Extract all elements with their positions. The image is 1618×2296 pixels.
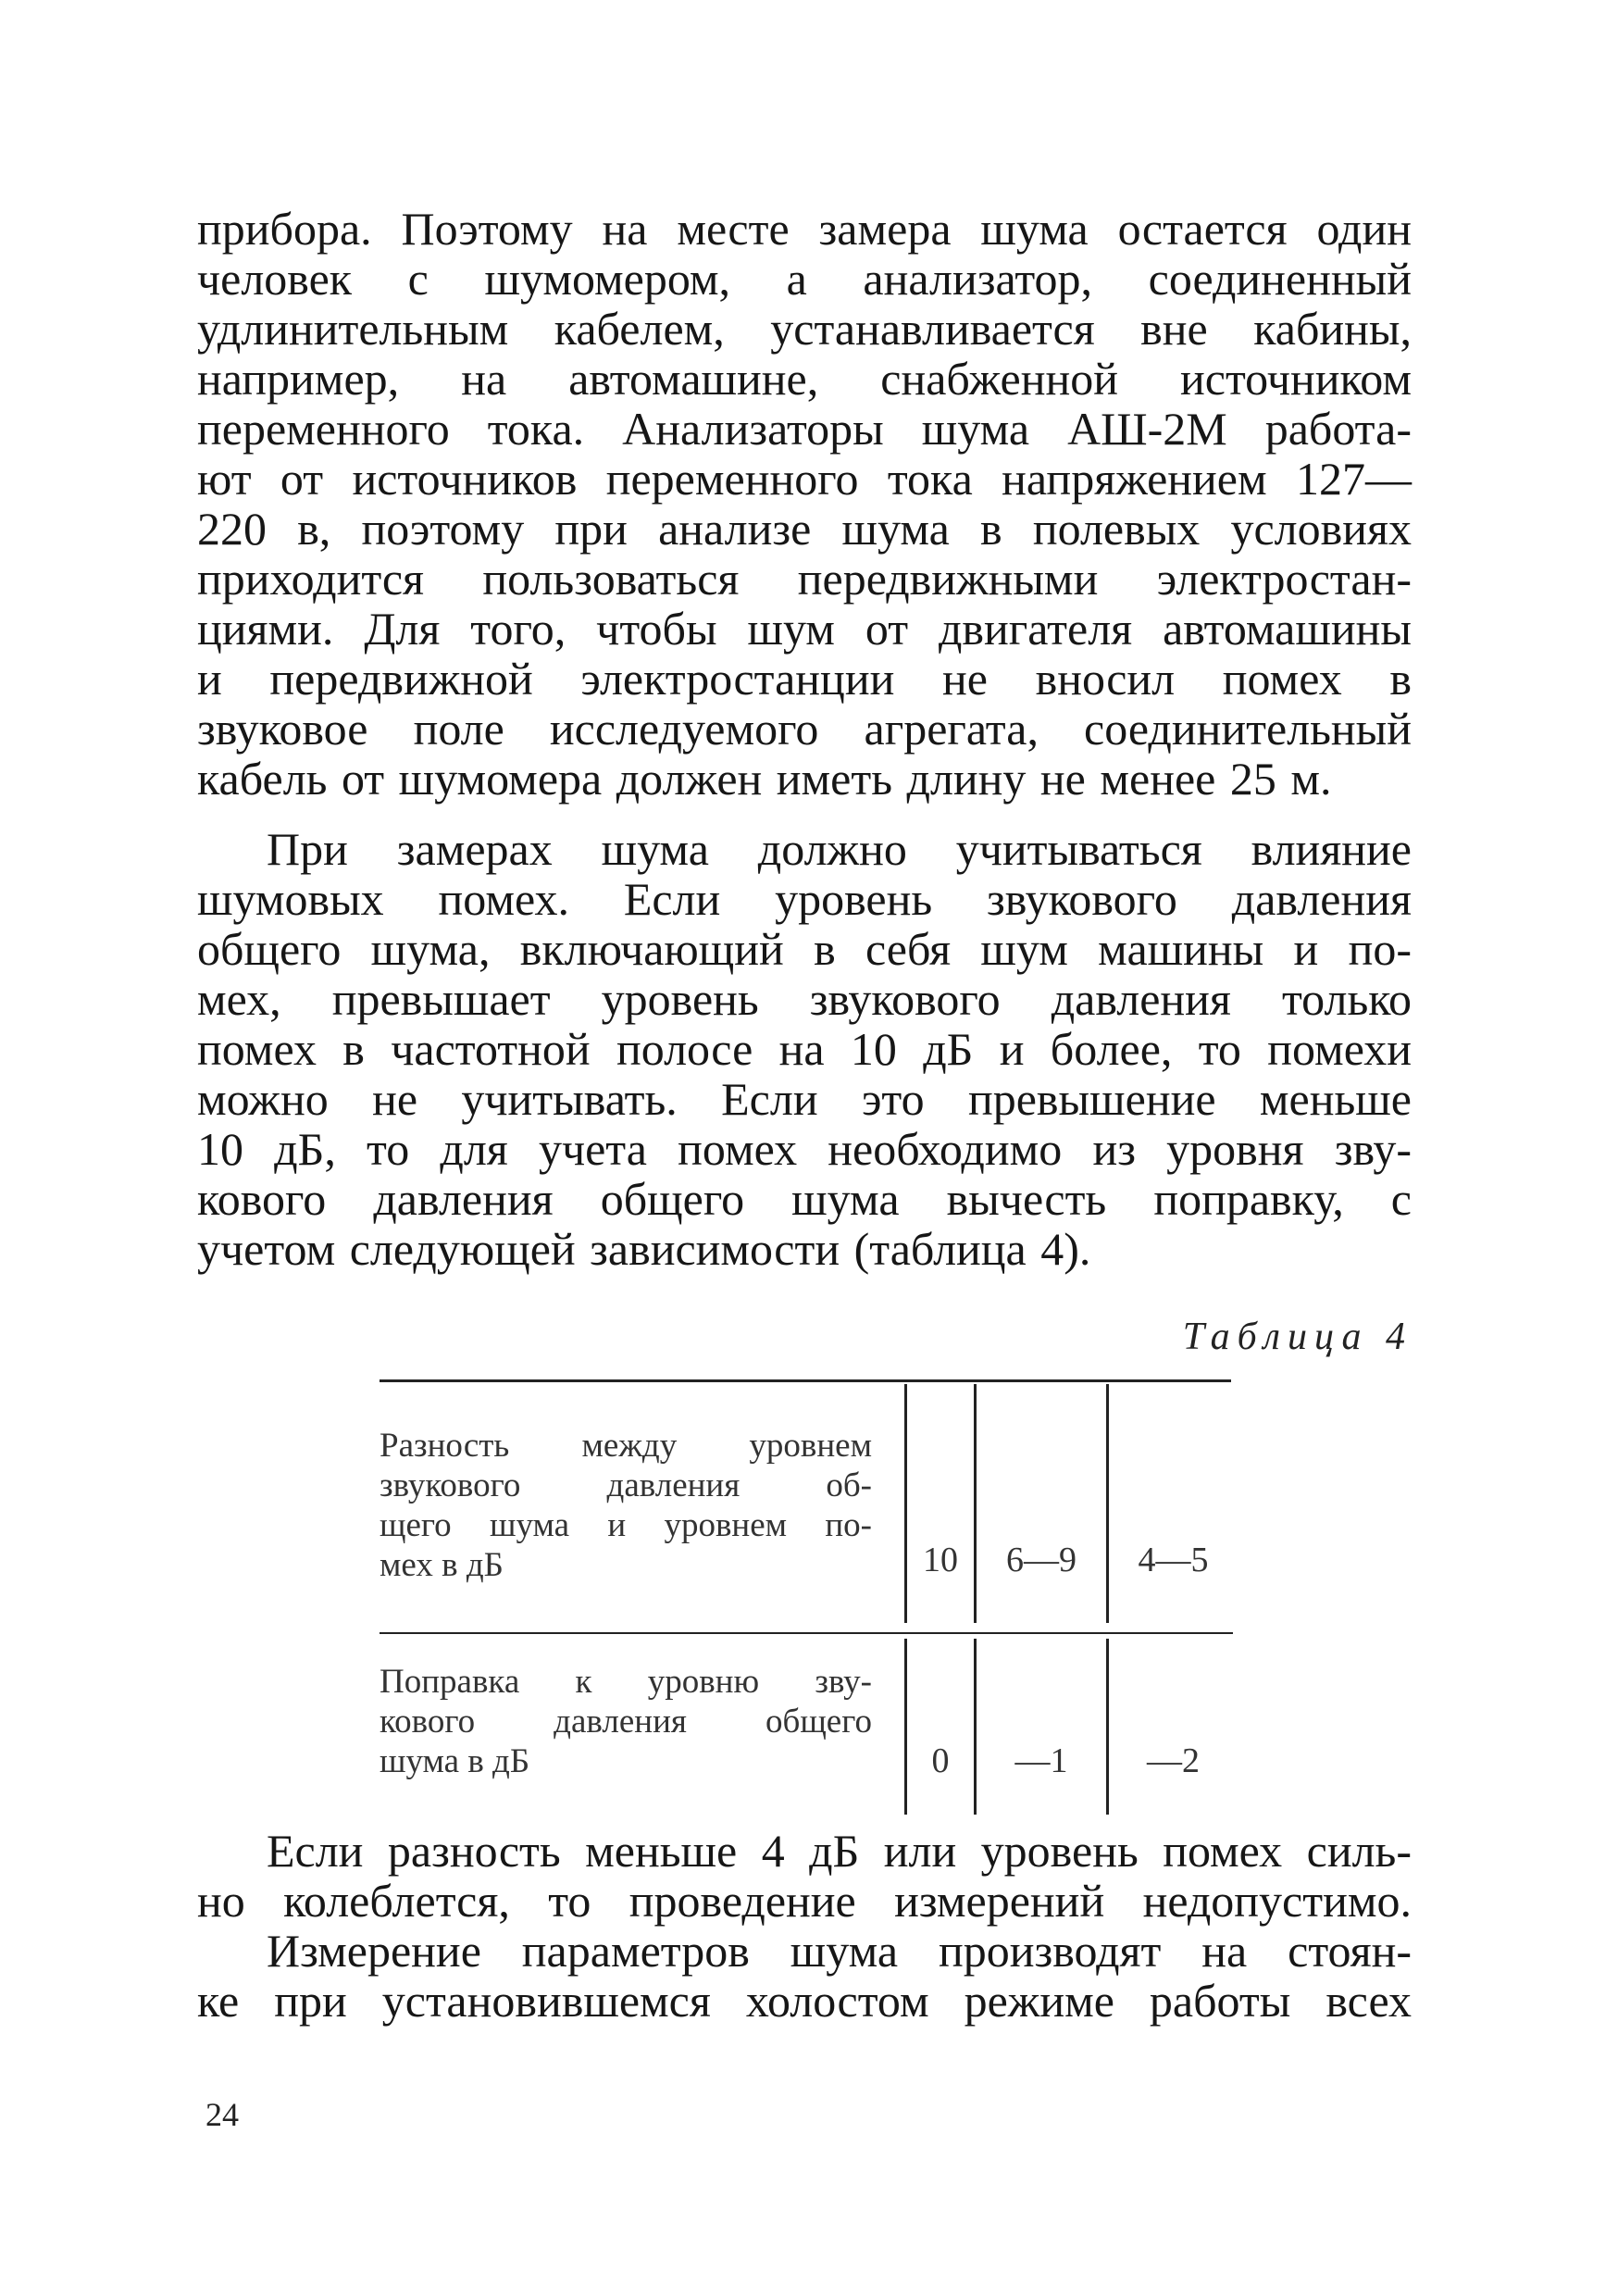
table-cell: 6—9 [1006, 1541, 1077, 1579]
table-cell: 10 [923, 1541, 958, 1579]
text-line: приходится пользоваться передвижными электростан- [197, 553, 1412, 605]
table-col-divider [904, 1639, 907, 1815]
text-line: учетом следующей зависимости (таблица 4). [197, 1223, 1091, 1275]
table-cell: —1 [1014, 1741, 1068, 1780]
paragraph-2 [197, 824, 1412, 1274]
paragraph-3 [197, 1826, 1412, 1926]
table-cell: 0 [931, 1741, 950, 1780]
text-line: но колеблется, то проведение измерений недопустимо. [197, 1875, 1412, 1927]
table-cell: 4—5 [1138, 1541, 1209, 1579]
table-col-divider [974, 1384, 977, 1623]
text-line: мех, превышает уровень звукового давления только [197, 973, 1412, 1025]
text-line: и передвижной электростанции не вносил помех в [197, 653, 1412, 705]
paragraph-1 [197, 204, 1412, 804]
text-line: Если разность меньше 4 дБ или уровень помех силь- [267, 1825, 1412, 1877]
text-line: удлинительным кабелем, устанавливается вне кабины, [197, 303, 1412, 355]
text-line: ке при установившемся холостом режиме работы всех [197, 1975, 1412, 2027]
text-line: кабель от шумомера должен иметь длину не менее 25 м. [197, 753, 1332, 805]
paragraph-4 [197, 1926, 1412, 2026]
table-label-line: кового давления общего [380, 1703, 872, 1741]
text-line: прибора. Поэтому на месте замера шума остается один [197, 203, 1412, 255]
text-line: помех в частотной полосе на 10 дБ и более, то помехи [197, 1023, 1412, 1075]
text-line: При замерах шума должно учитываться влияние [267, 823, 1412, 875]
table-label-line: Поправка к уровню зву- [380, 1663, 872, 1701]
text-line: звуковое поле исследуемого агрегата, соединительный [197, 703, 1412, 755]
table-top-rule [380, 1379, 1231, 1382]
table-col-divider [1106, 1639, 1109, 1815]
table-cell: —2 [1147, 1741, 1200, 1780]
text-line: общего шума, включающий в себя шум машины и по- [197, 923, 1412, 975]
text-line: переменного тока. Анализаторы шума АШ-2М работа- [197, 403, 1412, 455]
table-caption: Таблица 4 [1182, 1316, 1413, 1358]
table-label-line: мех в дБ [380, 1546, 504, 1584]
text-line: например, на автомашине, снабженной источником [197, 353, 1412, 405]
text-line: кового давления общего шума вычесть поправку, с [197, 1173, 1412, 1225]
text-line: шумовых помех. Если уровень звукового давления [197, 873, 1412, 925]
page-number: 24 [205, 2096, 239, 2133]
table-col-divider [974, 1639, 977, 1815]
table-label-line: шума в дБ [380, 1742, 530, 1780]
table-label-line: Разность между уровнем [380, 1427, 872, 1465]
table-row-1-label [380, 1426, 872, 1585]
table-label-line: щего шума и уровнем по- [380, 1506, 872, 1544]
text-line: 10 дБ, то для учета помех необходимо из уровня зву- [197, 1123, 1412, 1175]
table-label-line: звукового давления об- [380, 1466, 872, 1504]
text-line: человек с шумомером, а анализатор, соединенный [197, 253, 1412, 305]
text-line: можно не учитывать. Если это превышение меньше [197, 1073, 1412, 1125]
table-row-2-label [380, 1662, 872, 1781]
text-line: 220 в, поэтому при анализе шума в полевых условиях [197, 503, 1412, 555]
table-col-divider [1106, 1384, 1109, 1623]
table-col-divider [904, 1384, 907, 1623]
text-line: ют от источников переменного тока напряжением 127— [197, 453, 1412, 505]
text-line: циями. Для того, чтобы шум от двигателя автомашины [197, 603, 1412, 655]
text-line: Измерение параметров шума производят на стоян- [267, 1925, 1412, 1977]
table-row-divider [380, 1632, 1233, 1634]
